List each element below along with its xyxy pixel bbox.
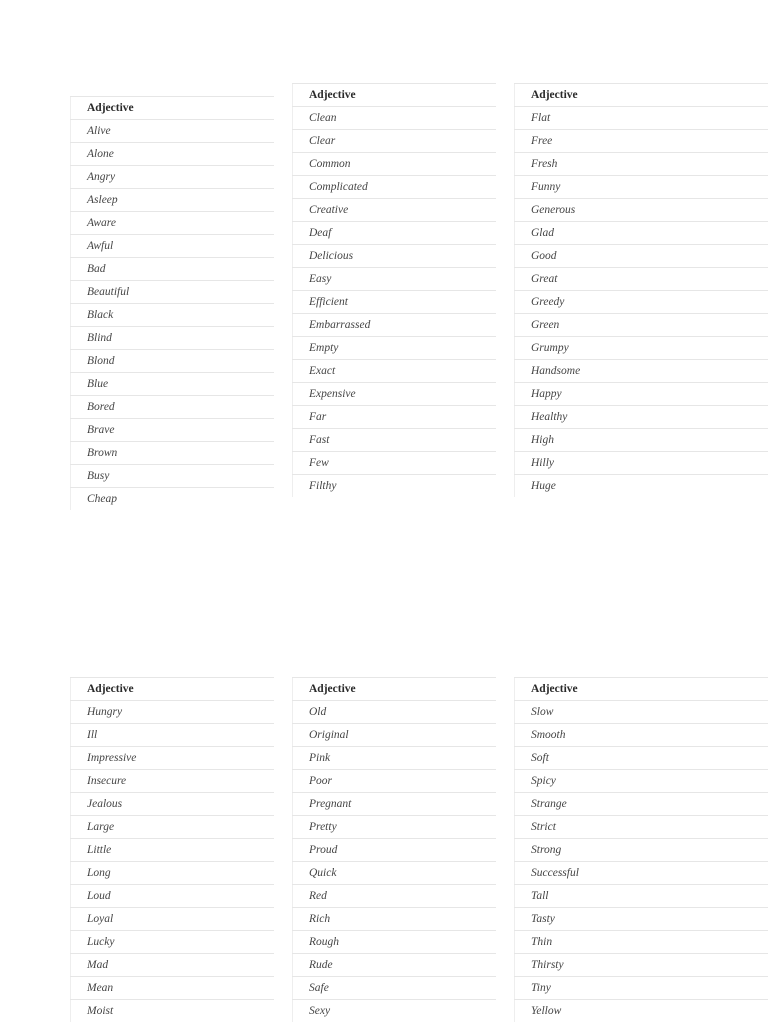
table-cell: Fresh — [515, 153, 768, 176]
table-cell: Insecure — [71, 770, 275, 793]
table-cell: Rude — [293, 954, 497, 977]
table-cell: Safe — [293, 977, 497, 1000]
table-cell: Soft — [515, 747, 768, 770]
table-cell: Brave — [71, 419, 275, 442]
table-cell: Original — [293, 724, 497, 747]
table-cell: Lucky — [71, 931, 275, 954]
table-cell: High — [515, 429, 768, 452]
table-cell: Pink — [293, 747, 497, 770]
table-cell: Alone — [71, 143, 275, 166]
table-cell: Aware — [71, 212, 275, 235]
table-cell: Successful — [515, 862, 768, 885]
table-cell: Far — [293, 406, 497, 429]
table-header: Adjective — [71, 97, 275, 120]
table-cell: Asleep — [71, 189, 275, 212]
table-cell: Greedy — [515, 291, 768, 314]
table-cell: Impressive — [71, 747, 275, 770]
table-cell: Tasty — [515, 908, 768, 931]
table-cell: Tiny — [515, 977, 768, 1000]
table-cell: Embarrassed — [293, 314, 497, 337]
adjective-table-6 — [514, 677, 768, 1022]
table-cell: Cheap — [71, 488, 275, 511]
table-cell: Smooth — [515, 724, 768, 747]
table-cell: Quick — [293, 862, 497, 885]
table-cell: Efficient — [293, 291, 497, 314]
table-cell: Sexy — [293, 1000, 497, 1023]
table-cell: Healthy — [515, 406, 768, 429]
table-cell: Clean — [293, 107, 497, 130]
table-cell: Red — [293, 885, 497, 908]
table-header: Adjective — [293, 678, 497, 701]
table-cell: Proud — [293, 839, 497, 862]
table-cell: Filthy — [293, 475, 497, 498]
adjective-table-2 — [292, 83, 496, 497]
table-header: Adjective — [71, 678, 275, 701]
table-cell: Rough — [293, 931, 497, 954]
table-cell: Strong — [515, 839, 768, 862]
table-cell: Easy — [293, 268, 497, 291]
table-cell: Exact — [293, 360, 497, 383]
table-cell: Mad — [71, 954, 275, 977]
table-cell: Hilly — [515, 452, 768, 475]
table-cell: Pretty — [293, 816, 497, 839]
table-cell: Empty — [293, 337, 497, 360]
table-cell: Flat — [515, 107, 768, 130]
table-header: Adjective — [515, 84, 768, 107]
table-cell: Good — [515, 245, 768, 268]
table-cell: Bad — [71, 258, 275, 281]
table-cell: Delicious — [293, 245, 497, 268]
table-cell: Common — [293, 153, 497, 176]
table-cell: Grumpy — [515, 337, 768, 360]
table-cell: Hungry — [71, 701, 275, 724]
table-cell: Pregnant — [293, 793, 497, 816]
table-cell: Great — [515, 268, 768, 291]
table-cell: Complicated — [293, 176, 497, 199]
table-cell: Happy — [515, 383, 768, 406]
table-cell: Yellow — [515, 1000, 768, 1023]
adjective-table-5 — [292, 677, 496, 1022]
table-cell: Thin — [515, 931, 768, 954]
table-cell: Handsome — [515, 360, 768, 383]
table-cell: Jealous — [71, 793, 275, 816]
table-cell: Loud — [71, 885, 275, 908]
table-cell: Thirsty — [515, 954, 768, 977]
table-cell: Blond — [71, 350, 275, 373]
table-cell: Green — [515, 314, 768, 337]
table-cell: Deaf — [293, 222, 497, 245]
table-cell: Blind — [71, 327, 275, 350]
table-cell: Poor — [293, 770, 497, 793]
table-cell: Creative — [293, 199, 497, 222]
table-cell: Slow — [515, 701, 768, 724]
table-cell: Large — [71, 816, 275, 839]
adjective-table-3 — [514, 83, 768, 497]
table-cell: Beautiful — [71, 281, 275, 304]
table-cell: Mean — [71, 977, 275, 1000]
table-cell: Little — [71, 839, 275, 862]
table-cell: Angry — [71, 166, 275, 189]
table-cell: Long — [71, 862, 275, 885]
table-cell: Huge — [515, 475, 768, 498]
table-cell: Old — [293, 701, 497, 724]
table-cell: Brown — [71, 442, 275, 465]
table-cell: Rich — [293, 908, 497, 931]
table-cell: Spicy — [515, 770, 768, 793]
table-cell: Loyal — [71, 908, 275, 931]
table-cell: Strict — [515, 816, 768, 839]
table-header: Adjective — [293, 84, 497, 107]
table-cell: Few — [293, 452, 497, 475]
table-cell: Busy — [71, 465, 275, 488]
table-cell: Awful — [71, 235, 275, 258]
table-cell: Fast — [293, 429, 497, 452]
table-cell: Moist — [71, 1000, 275, 1023]
table-header: Adjective — [515, 678, 768, 701]
table-cell: Strange — [515, 793, 768, 816]
table-cell: Ill — [71, 724, 275, 747]
table-cell: Blue — [71, 373, 275, 396]
table-cell: Funny — [515, 176, 768, 199]
table-cell: Expensive — [293, 383, 497, 406]
table-cell: Free — [515, 130, 768, 153]
adjective-table-1 — [70, 96, 274, 510]
table-cell: Generous — [515, 199, 768, 222]
table-cell: Glad — [515, 222, 768, 245]
table-cell: Clear — [293, 130, 497, 153]
table-cell: Tall — [515, 885, 768, 908]
table-cell: Alive — [71, 120, 275, 143]
adjective-table-4 — [70, 677, 274, 1022]
table-cell: Black — [71, 304, 275, 327]
table-cell: Bored — [71, 396, 275, 419]
